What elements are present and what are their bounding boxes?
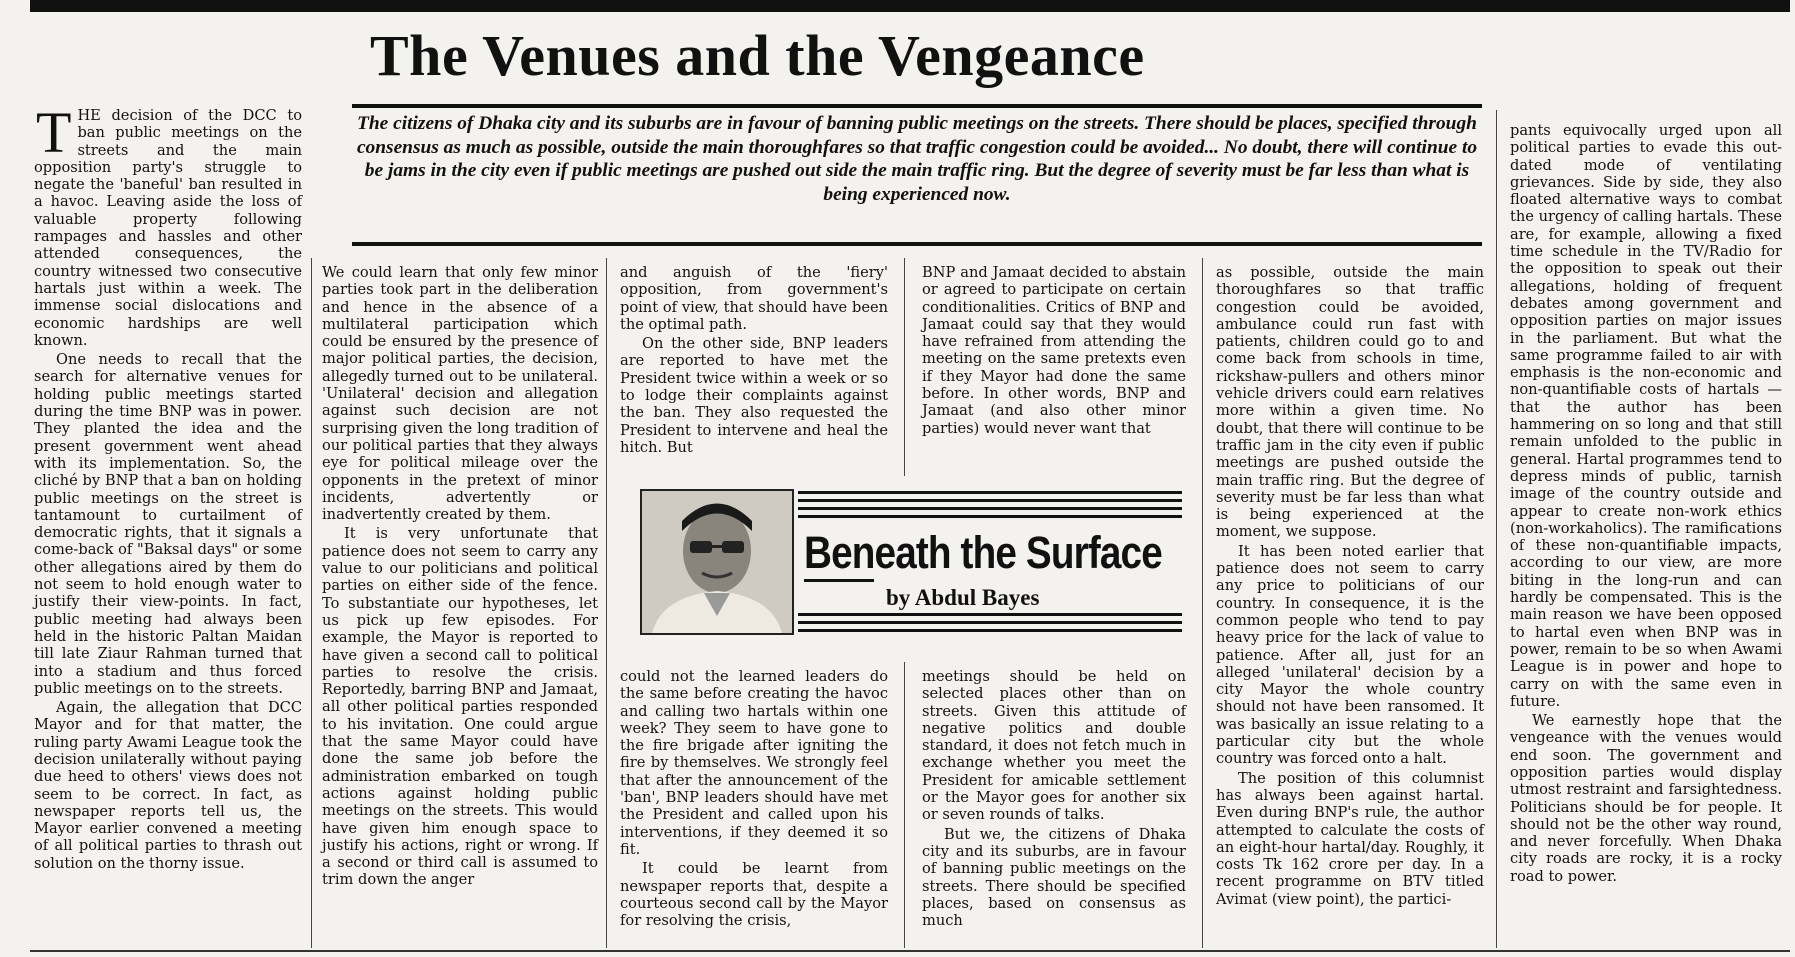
deck-rule-bottom (352, 242, 1482, 246)
box-stripe (798, 499, 1182, 502)
column-4-bottom (922, 668, 1186, 931)
column-separator (1496, 110, 1497, 948)
headline: The Venues and the Vengeance (370, 23, 1145, 88)
box-stripe (798, 491, 1182, 494)
column-3-bottom (620, 668, 888, 931)
box-stripe (804, 579, 874, 582)
drop-cap: T (36, 100, 72, 165)
column-4-paragraph: BNP and Jamaat decided to abstain or agreed to participate on certain conditionalities. Critics of BNP and Jamaat could say that they would have refrained from attending the meeting on the same pretexts even if they Mayor had done the same before. In other words, BNP and Jamaat (and also other minor parties) would never want that (922, 264, 1186, 437)
column-5-paragraph: The position of this columnist has always been against hartal. Even during BNP's rule, the author attempted to calculate the costs of an eight-hour hartal/day. Roughly, it costs Tk 162 crore per day. In a recent programme on BTV titled Avimat (view point), the partici- (1216, 769, 1484, 908)
column-separator (606, 258, 607, 948)
column-1-paragraph: One needs to recall that the search for alternative venues for holding public meetings started during the time BNP was in power. They planted the idea and the present government went ahead with its implementation. So, the cliché by BNP that a ban on holding public meetings on the street is tantamount to curtailment of democratic rights, that it signals a come-back of "Baksal days" or some other allegations aired by them do not seem to hold enough water to justify their view-points. In fact, public meeting had always been held in the historic Paltan Maidan till late Ziaur Rahman turned that into a stadium and thus forced public meetings on to the streets. (34, 351, 302, 697)
column-6 (1510, 122, 1782, 887)
author-photo (640, 489, 794, 635)
box-stripe (798, 621, 1182, 624)
column-1-paragraph: THE decision of the DCC to ban public meetings on the streets and the main opposition party's struggle to negate the 'baneful' ban resulted in a havoc. Leaving aside the loss of valuable property following rampages and hassles and other attended consequences, the country witnessed two consecutive hartals just within a week. The immense social dislocations and economic hardships are well known. (34, 100, 302, 349)
column-6-paragraph: pants equivocally urged upon all political parties to evade this out-dated mode of ventilating grievances. Side by side, they also floated alternative ways to combat the urgency of calling hartals. These are, for example, allowing a fixed time schedule in the TV/Radio for the opposition to speak out their allegations, holding of frequent debates among government and opposition parties on major issues in the parliament. But what the same programme failed to air with emphasis is the non-economic and non-quantifiable costs of hartals — that the author has been hammering on so long and that still remain unfolded to the public in general. Hartal programmes tend to depress minds of public, tarnish image of the country outside and appear to create non-work ethics (non-workaholics). The ramifications of these non-quantifiable impacts, according to our view, are more biting in the long-run and can hardly be compensated. This is the main reason we have been opposed to hartal even when BNP was in power, remain to be so when Awami League is in power and hope to carry on with the same even in future. (1510, 122, 1782, 710)
deck-rule-top (352, 104, 1482, 108)
column-2-paragraph: It is very unfortunate that patience does not seem to carry any value to our politicians and political parties on either side of the fence. To substantiate our hypotheses, let us pick up few episodes. For example, the Mayor is reported to have given a second call to political parties to resolve the crisis. Reportedly, barring BNP and Jamaat, all other political parties responded to his invitation. One could argue that the same Mayor could have done the same job before the administration embarked on tough actions against holding public meetings on the streets. This would have given him enough space to justify his actions, right or wrong. If a second or third call is assumed to trim down the anger (322, 525, 598, 889)
column-6-paragraph: We earnestly hope that the vengeance with the venues would end soon. The government and opposition parties would display utmost restraint and farsightedness. Politicians should be for people. It should not be the other way round, and never forcefully. When Dhaka city roads are rocky, it is a rocky road to power. (1510, 712, 1782, 885)
column-4-paragraph: meetings should be held on selected places other than on streets. Given this attitude of negative politics and double standard, it does not fetch much in exchange whether you meet the President for amicable settlement or the Mayor goes for another six or seven rounds of talks. (922, 668, 1186, 824)
author-portrait-icon (642, 491, 792, 633)
column-3-paragraph: could not the learned leaders do the same before creating the havoc and calling two hartals within one week? They seem to have gone to the fire brigade after igniting the fire by themselves. We strongly feel that after the announcement of the 'ban', BNP leaders should have met the President and called upon his interventions, if they deemed it so fit. (620, 668, 888, 858)
top-rule (30, 0, 1790, 12)
column-5-paragraph: as possible, outside the main thoroughfares so that traffic congestion could be avoided, ambulance could run fast with patients, children could go to and come back from schools in time, rickshaw-pullers and others minor vehicle drivers could earn relatives more within a given time. No doubt, that there will continue to be traffic jam in the city even if public meetings are pushed outside the main traffic ring. But the degree of severity must be far less than what is being experienced at the moment, we suppose. (1216, 264, 1484, 541)
column-3-paragraph: and anguish of the 'fiery' opposition, from government's point of view, that should have been the optimal path. (620, 264, 888, 333)
column-separator (1202, 258, 1203, 948)
byline: by Abdul Bayes (886, 585, 1040, 610)
box-stripe (798, 507, 1182, 510)
column-separator (904, 662, 905, 948)
column-separator (311, 258, 312, 948)
column-5-paragraph: It has been noted earlier that patience does not seem to carry any price to politicians of our country. In consequence, it is the common people who tend to pay heavy price for the lack of value to patience. After all, just for an alleged 'unilateral' decision by a city Mayor the whole country should not have been ransomed. It was basically an issue relating to a particular city but the whole country was forced onto a halt. (1216, 542, 1484, 768)
column-2-paragraph: We could learn that only few minor parties took part in the deliberation and hence in the absence of a multilateral participation which could be ensured by the presence of major political parties, the decision, allegedly turned out to be unilateral. 'Unilateral' decision and allegation against such decision are not surprising given the long tradition of our political parties that they always eye for political mileage over the opponents in the pretext of minor incidents, advertently or inadvertently created by them. (322, 264, 598, 524)
column-separator (904, 258, 905, 476)
column-logo-box (636, 485, 1184, 635)
column-2 (322, 264, 598, 891)
column-name: Beneath the Surface (804, 527, 1162, 578)
box-stripe (798, 613, 1182, 616)
column-1-paragraph: Again, the allegation that DCC Mayor and for that matter, the ruling party Awami League took the decision unilaterally without paying due heed to others' views does not seem to be correct. In fact, as newspaper reports tell us, the Mayor earlier convened a meeting of all political parties to thrash out solution on the thorny issue. (34, 699, 302, 872)
box-stripe (798, 629, 1182, 632)
column-3-top (620, 264, 888, 458)
column-1 (34, 100, 302, 874)
column-4-paragraph: But we, the citizens of Dhaka city and its suburbs, are in favour of banning public meetings on the streets. There should be specified places, based on consensus as much (922, 825, 1186, 930)
column-3-paragraph: On the other side, BNP leaders are reported to have met the President twice within a week or so to lodge their complaints against the ban. They also requested the President to intervene and heal the hitch. But (620, 335, 888, 456)
deck-text: The citizens of Dhaka city and its suburbs are in favour of banning public meetings on the streets. There should be places, specified through consensus as much as possible, outside the main thoroughfares so that traffic congestion could be avoided... No doubt, there will continue to be jams in the city even if public meetings are pushed out side the main traffic ring. But the degree of severity must be far less than what is being experienced now. (356, 113, 1478, 205)
column-3-paragraph: It could be learnt from newspaper reports that, despite a courteous second call by the Mayor for resolving the crisis, (620, 860, 888, 930)
column-5 (1216, 264, 1484, 910)
bottom-rule (30, 950, 1790, 952)
box-stripe (798, 515, 1182, 518)
column-4-top (922, 264, 1186, 439)
